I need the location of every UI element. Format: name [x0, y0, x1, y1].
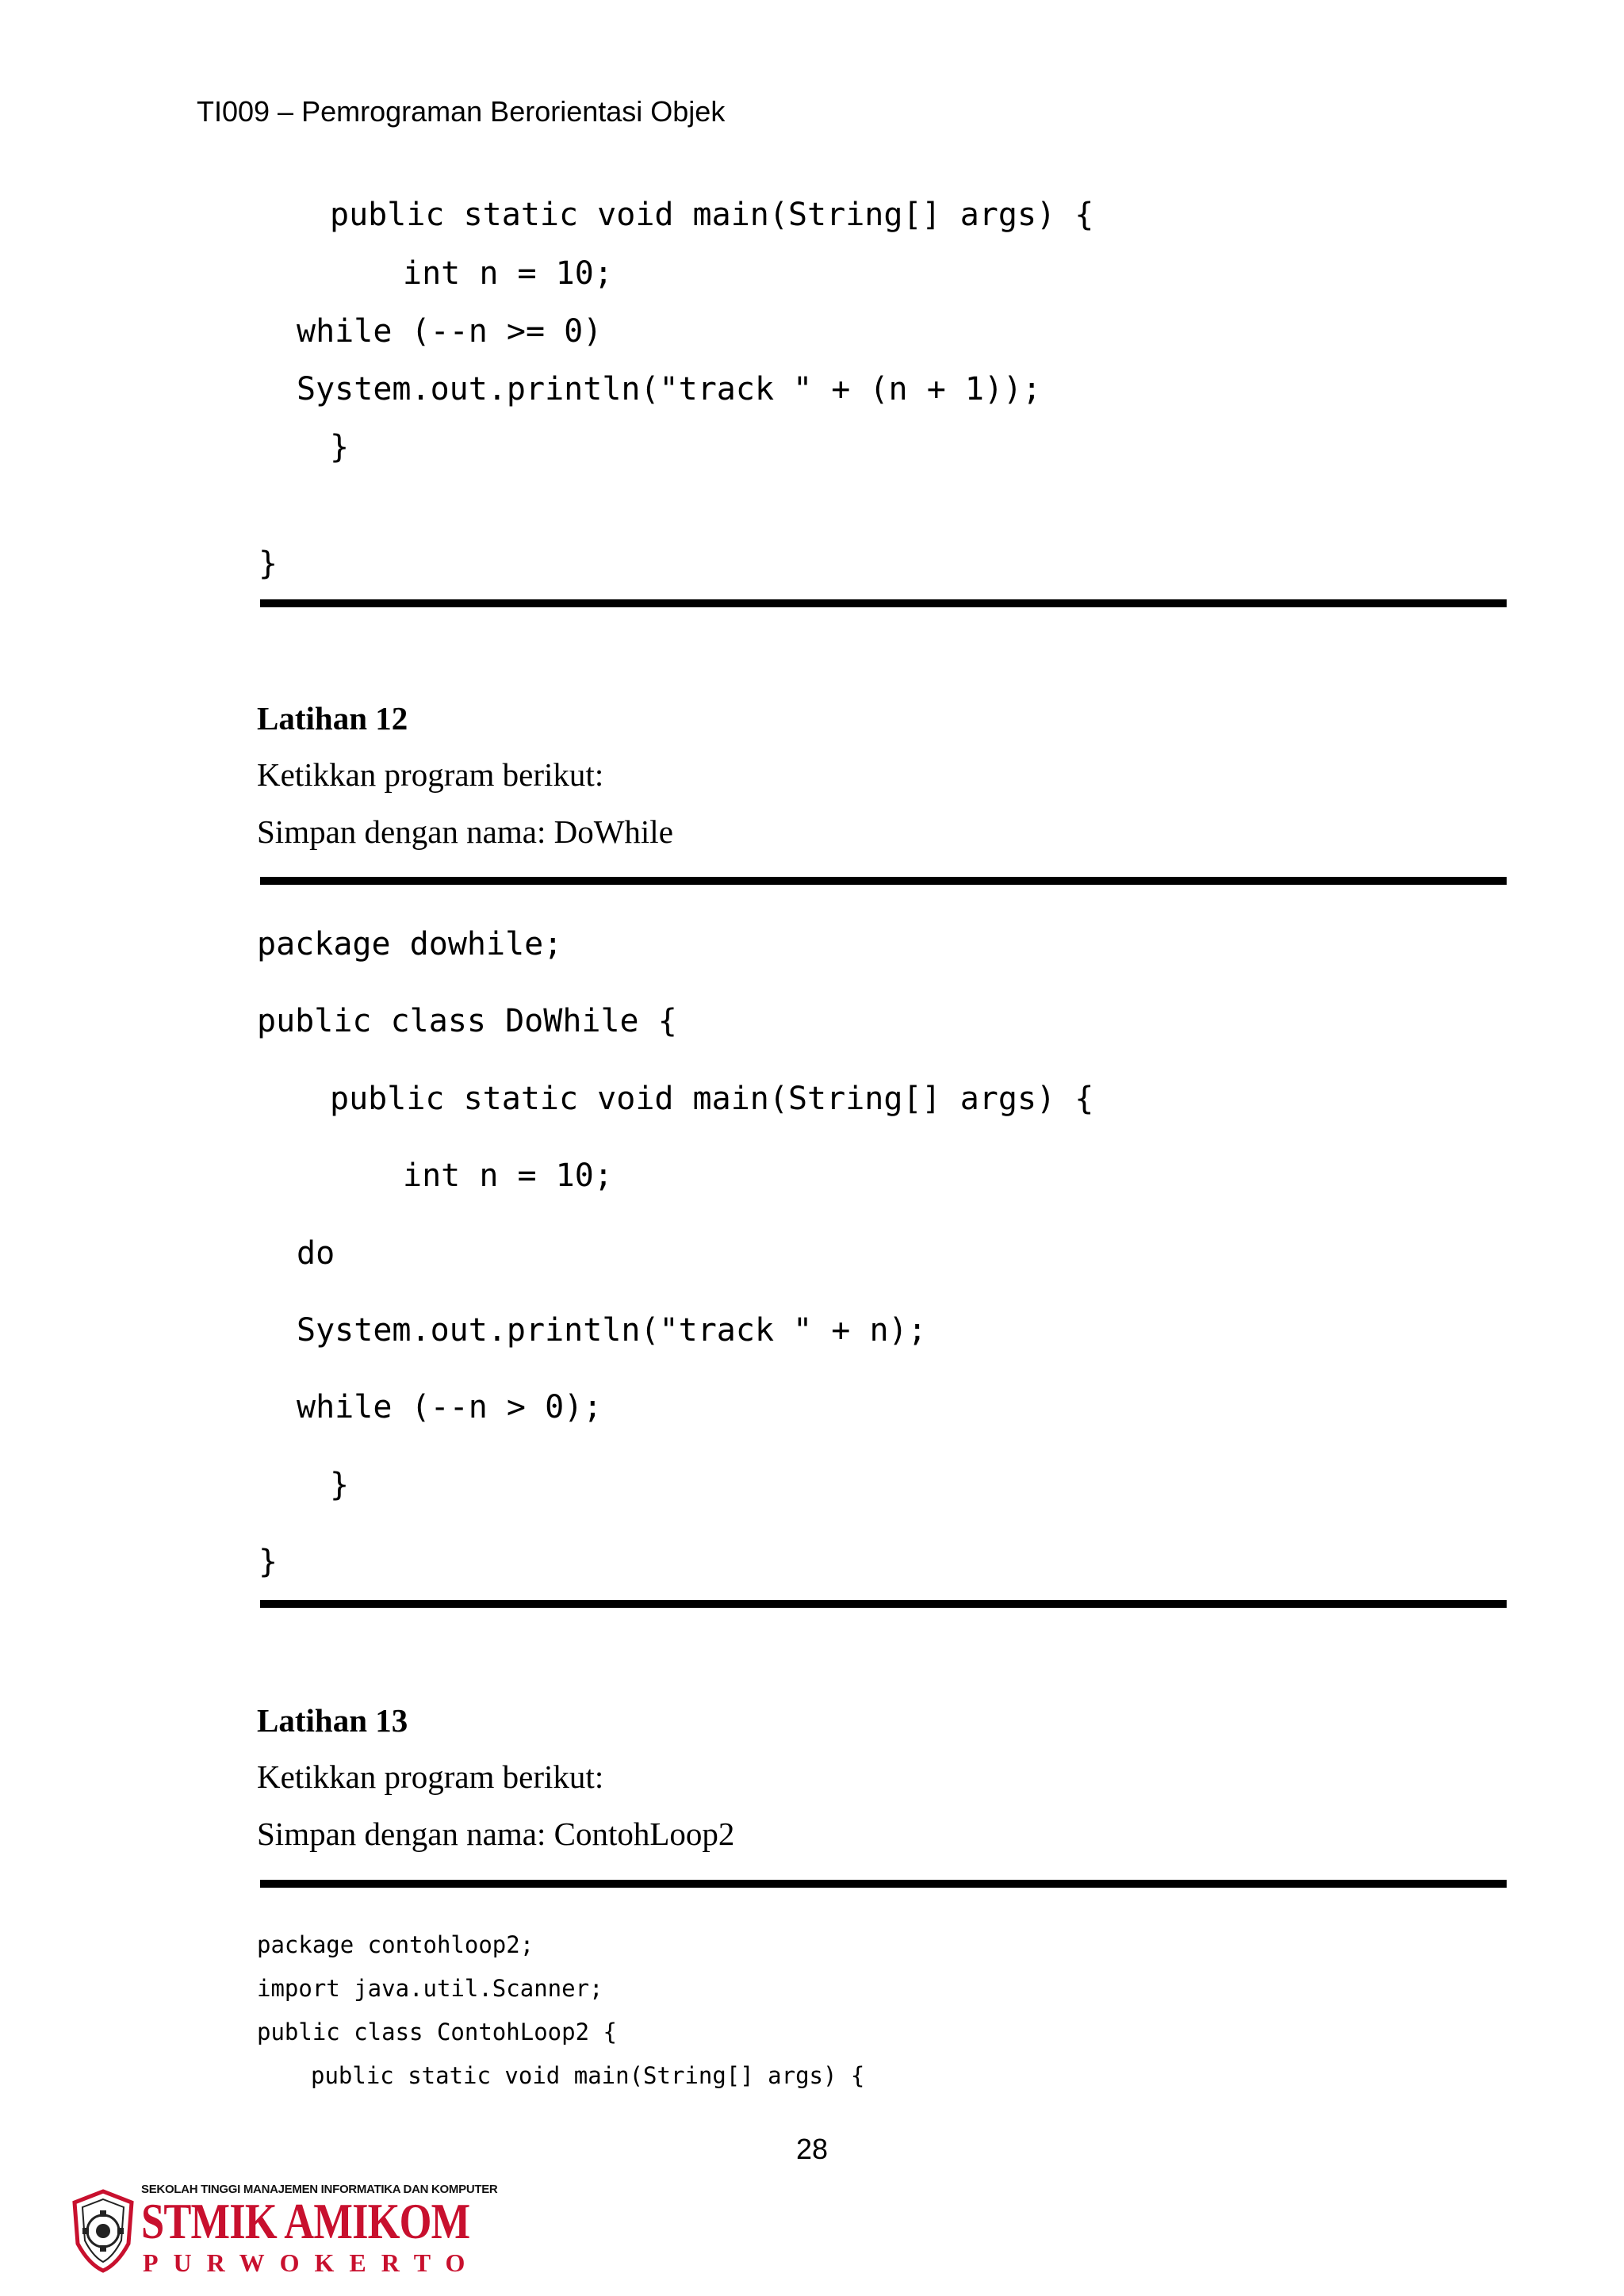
code-line: System.out.println("track " + n); — [297, 1312, 927, 1349]
code-line: } — [330, 1467, 350, 1503]
code-line: int n = 10; — [403, 1158, 613, 1194]
code-line: package contohloop2; — [257, 1931, 534, 1958]
code-line: public class DoWhile { — [257, 1003, 677, 1039]
exercise-instruction: Ketikkan program berikut: — [257, 1758, 604, 1795]
page-number: 28 — [795, 2133, 829, 2165]
amikom-crest-icon — [70, 2188, 136, 2274]
code-line: System.out.println("track " + (n + 1)); — [297, 371, 1042, 408]
exercise-filename: Simpan dengan nama: ContohLoop2 — [257, 1816, 735, 1852]
code-line: package dowhile; — [257, 926, 563, 962]
logo-name: STMIK AMIKOM — [141, 2193, 470, 2249]
exercise-heading: Latihan 13 — [257, 1702, 408, 1739]
section-divider — [260, 1880, 1507, 1888]
logo-tagline: SEKOLAH TINGGI MANAJEMEN INFORMATIKA DAN KOMPUTER — [141, 2183, 498, 2196]
page-header-title: TI009 – Pemrograman Berorientasi Objek — [197, 95, 726, 128]
code-line: } — [330, 429, 350, 465]
section-divider — [260, 1600, 1507, 1608]
exercise-instruction: Ketikkan program berikut: — [257, 756, 604, 793]
code-line: while (--n >= 0) — [297, 313, 603, 350]
code-line: } — [259, 545, 278, 582]
code-line: public static void main(String[] args) { — [311, 2062, 865, 2089]
code-line: public static void main(String[] args) { — [330, 1081, 1094, 1117]
exercise-heading: Latihan 12 — [257, 700, 408, 737]
exercise-filename: Simpan dengan nama: DoWhile — [257, 813, 673, 850]
section-divider — [260, 599, 1507, 607]
code-line: public class ContohLoop2 { — [257, 2019, 617, 2045]
code-line: } — [259, 1544, 278, 1580]
code-line: while (--n > 0); — [297, 1389, 603, 1425]
section-divider — [260, 877, 1507, 885]
code-line: import java.util.Scanner; — [257, 1975, 603, 2002]
code-line: int n = 10; — [403, 255, 613, 292]
code-line: do — [297, 1235, 335, 1272]
code-line: public static void main(String[] args) { — [330, 197, 1094, 233]
logo-city: PURWOKERTO — [143, 2248, 481, 2277]
